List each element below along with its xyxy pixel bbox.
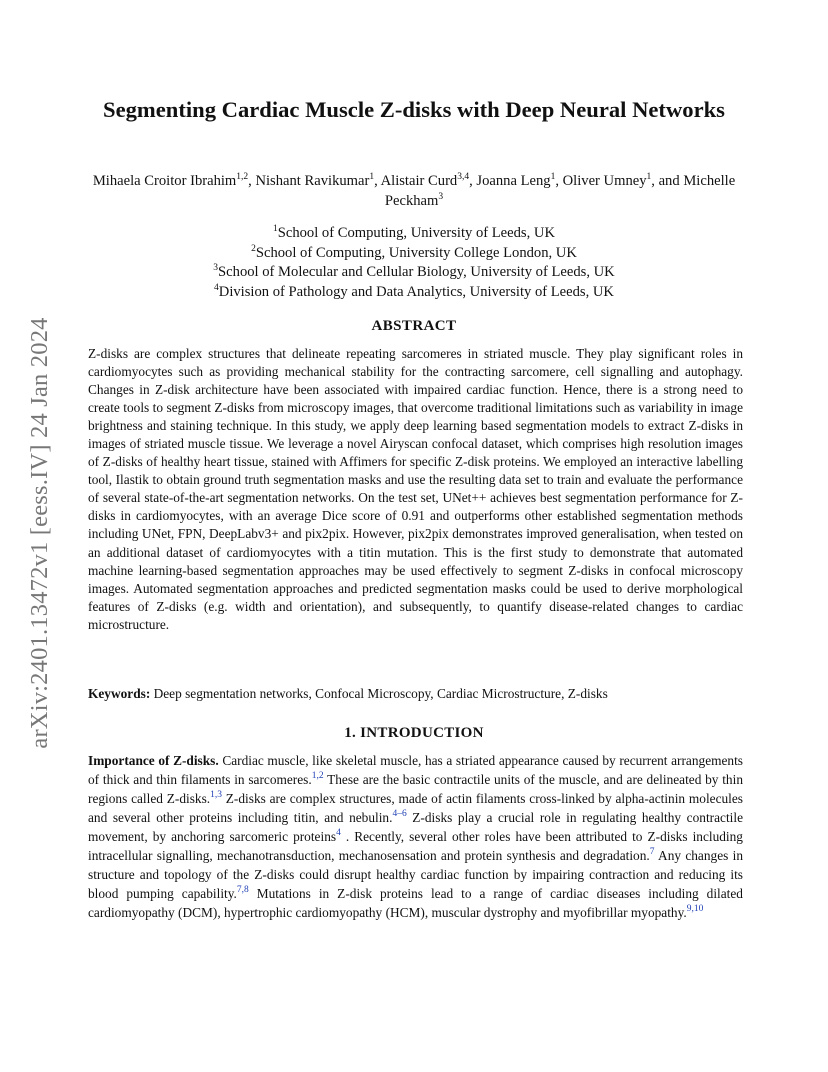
citation-link[interactable]: 1,3: [210, 790, 222, 800]
affiliation-line: [88, 244, 740, 264]
intro-text-segment: Z-disks play a crucial role in regulating healthy contractile movement, by anchoring sarcomeric proteins: [88, 810, 743, 844]
intro-runin-heading: Importance of Z-disks.: [88, 753, 219, 768]
citation-link[interactable]: 1,2: [311, 771, 324, 781]
citation-link[interactable]: 7,8: [236, 885, 249, 895]
intro-text-segment: Mutations in Z-disk proteins lead to a range of cardiac diseases including dilated cardiomyopathy (DCM), hypertrophic cardiomyopathy (HCM), muscular dystrophy and myofibrillar myopathy.: [88, 886, 743, 920]
affiliation-list: [88, 224, 740, 302]
affiliation-text: School of Computing, University College London, UK: [255, 244, 577, 261]
author-affiliation-mark: 3: [438, 191, 444, 202]
paper-title: Segmenting Cardiac Muscle Z-disks with Deep Neural Networks: [103, 97, 725, 122]
author-name: Alistair Curd: [380, 173, 458, 189]
affiliation-mark: 1: [272, 224, 278, 234]
abstract-body: Z-disks are complex structures that delineate repeating sarcomeres in striated muscle. They play significant roles in cardiomyocytes such as providing mechanical stability for the contracting sarcomere, cell signalling and autophagy. Changes in Z-disk architecture have been associated with impaired cardiac function. Hence, there is a strong need to create tools to segment Z-disks from microscopy images, that overcome traditional limitations such as variability in image brightness and staining technique. In this study, we apply deep learning based segmentation models to extract Z-disks in images of striated muscle tissue. We leverage a novel Airyscan confocal dataset, which comprises high resolution images of Z-disks of healthy heart tissue, stained with Affimers for specific Z-disk proteins. We employed an interactive labelling tool, Ilastik to obtain ground truth segmentation masks and use the resulting data set to train and evaluate the performance of several state-of-the-art segmentation networks. On the test set, UNet++ achieves best segmentation performance for Z-disks in cardiomyocytes, with an average Dice score of 0.91 and outperforms other established segmentation methods including UNet, FPN, DeepLabv3+ and pix2pix. However, pix2pix demonstrates improved generalisation, when tested on an additional dataset of cardiomyocytes with a titin mutation. This is the first study to demonstrate that automated machine learning-based segmentation approaches may be used effectively to segment Z-disks in confocal microscopy images. Automated segmentation approaches and predicted segmentation masks could be used to derive morphological features of Z-disks (e.g. width and orientation), and subsequently, to quantify disease-related changes to cardiac microstructure.: [88, 346, 743, 632]
author-affiliation-mark: 1,2: [236, 172, 249, 182]
affiliation-mark: 2: [251, 243, 256, 254]
intro-text-segment: Cardiac muscle, like skeletal muscle, has a striated appearance caused by recurrent arrangements of thick and thin filaments in sarcomeres.: [88, 753, 743, 787]
author-separator: ,: [469, 173, 477, 189]
intro-text-segment: . Recently, several other roles have been attributed to Z-disks including intracellular signalling, mechanotransduction, mechanosensation and protein synthesis and degradation.: [88, 829, 743, 863]
introduction-paragraph: [88, 751, 743, 922]
citation-link[interactable]: 4–6: [392, 809, 407, 819]
affiliation-text: School of Computing, University of Leeds, UK: [277, 225, 555, 241]
citation-link[interactable]: 9,10: [686, 904, 704, 914]
affiliation-mark: 3: [213, 263, 219, 273]
arxiv-identifier: [18, 290, 62, 776]
arxiv-identifier-text: arXiv:2401.13472v1 [eess.IV] 24 Jan 2024: [26, 317, 53, 749]
affiliation-line: [88, 283, 740, 303]
affiliation-line: [88, 224, 740, 244]
author-separator: ,: [555, 173, 563, 189]
author-name: Michelle Peckham: [384, 173, 736, 209]
author-affiliation-mark: 1: [550, 172, 556, 182]
author-affiliation-mark: 3,4: [457, 172, 470, 182]
author-name: Mihaela Croitor Ibrahim: [92, 173, 237, 189]
author-name: Joanna Leng: [476, 173, 551, 189]
intro-text-segment: These are the basic contractile units of the muscle, and are delineated by thin regions called Z-disks.: [88, 772, 743, 806]
affiliation-line: [88, 263, 740, 283]
affiliation-text: School of Molecular and Cellular Biology, University of Leeds, UK: [218, 264, 615, 280]
abstract-heading: ABSTRACT: [371, 318, 457, 334]
keywords-line: [88, 685, 743, 703]
author-separator: , and: [651, 173, 684, 189]
author-affiliation-mark: 1: [369, 172, 375, 182]
intro-text-segment: Any changes in structure and topology of the Z-disks could disrupt healthy cardiac function by impairing contraction and reducing its blood pumping capability.: [88, 848, 743, 901]
author-list: [88, 172, 740, 211]
affiliation-mark: 4: [214, 282, 219, 293]
citation-link[interactable]: 7: [649, 847, 655, 857]
author-name: Oliver Umney: [562, 173, 647, 189]
citation-link[interactable]: 4: [336, 828, 341, 838]
keywords-text: Deep segmentation networks, Confocal Microscopy, Cardiac Microstructure, Z-disks: [153, 686, 608, 701]
introduction-heading: 1. INTRODUCTION: [344, 725, 484, 741]
author-name: Nishant Ravikumar: [255, 173, 370, 189]
intro-text-segment: Z-disks are complex structures, made of actin filaments cross-linked by alpha-actinin molecules and several other proteins including titin, and nebulin.: [88, 791, 743, 825]
author-affiliation-mark: 1: [646, 172, 652, 182]
author-separator: ,: [374, 173, 381, 189]
author-separator: ,: [248, 173, 256, 189]
keywords-label: Keywords:: [88, 686, 151, 701]
affiliation-text: Division of Pathology and Data Analytics, University of Leeds, UK: [218, 283, 614, 300]
